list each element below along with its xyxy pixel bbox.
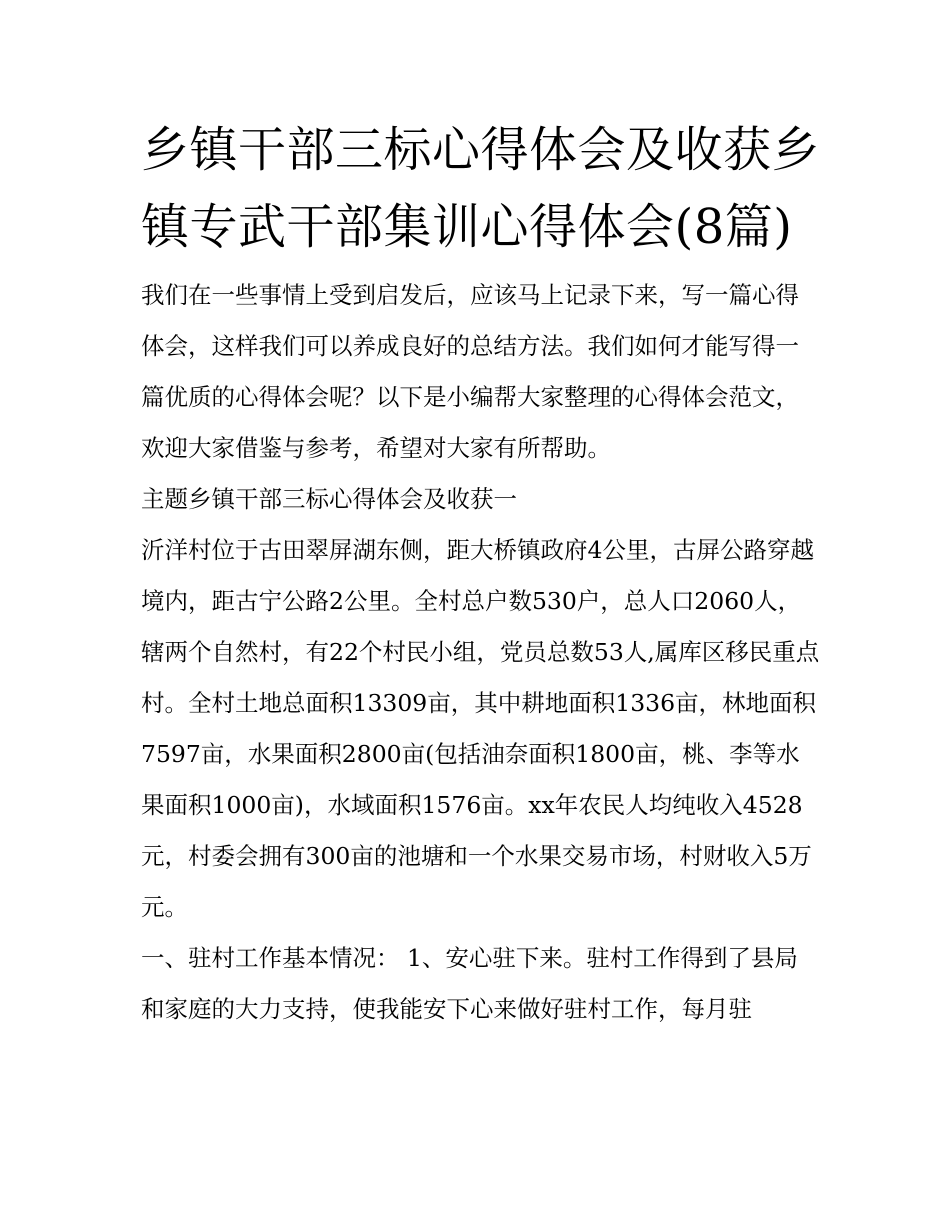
document-title: 乡镇干部三标心得体会及收获乡镇专武干部集训心得体会(8篇): [141, 122, 821, 255]
intro-paragraph: 我们在一些事情上受到启发后，应该马上记录下来，写一篇心得体会，这样我们可以养成良好的总结方法。我们如何才能写得一篇优质的心得体会呢？以下是小编帮大家整理的心得体会范文，欢迎大家借鉴与参考，希望对大家有所帮助。: [141, 281, 799, 462]
document-body: [141, 270, 821, 1035]
section-heading: 主题乡镇干部三标心得体会及收获一: [141, 485, 517, 513]
work-situation-paragraph: 一、驻村工作基本情况： 1、安心驻下来。驻村工作得到了县局和家庭的大力支持，使我能安下心来做好驻村工作，每月驻: [141, 944, 798, 1023]
document-page: [141, 112, 821, 1035]
village-overview-paragraph: 沂洋村位于古田翠屏湖东侧，距大桥镇政府4公里，古屏公路穿越境内，距古宁公路2公里。全村总户数530户，总人口2060人，辖两个自然村，有22个村民小组，党员总数53人,属库区移民重点村。全村土地总面积13309亩，其中耕地面积1336亩，林地面积7597亩，水果面积2800亩(包括油奈面积1800亩，桃、李等水果面积1000亩)，水域面积1576亩。xx年农民人均纯收入4528元，村委会拥有300亩的池塘和一个水果交易市场，村财收入5万元。: [141, 536, 820, 921]
